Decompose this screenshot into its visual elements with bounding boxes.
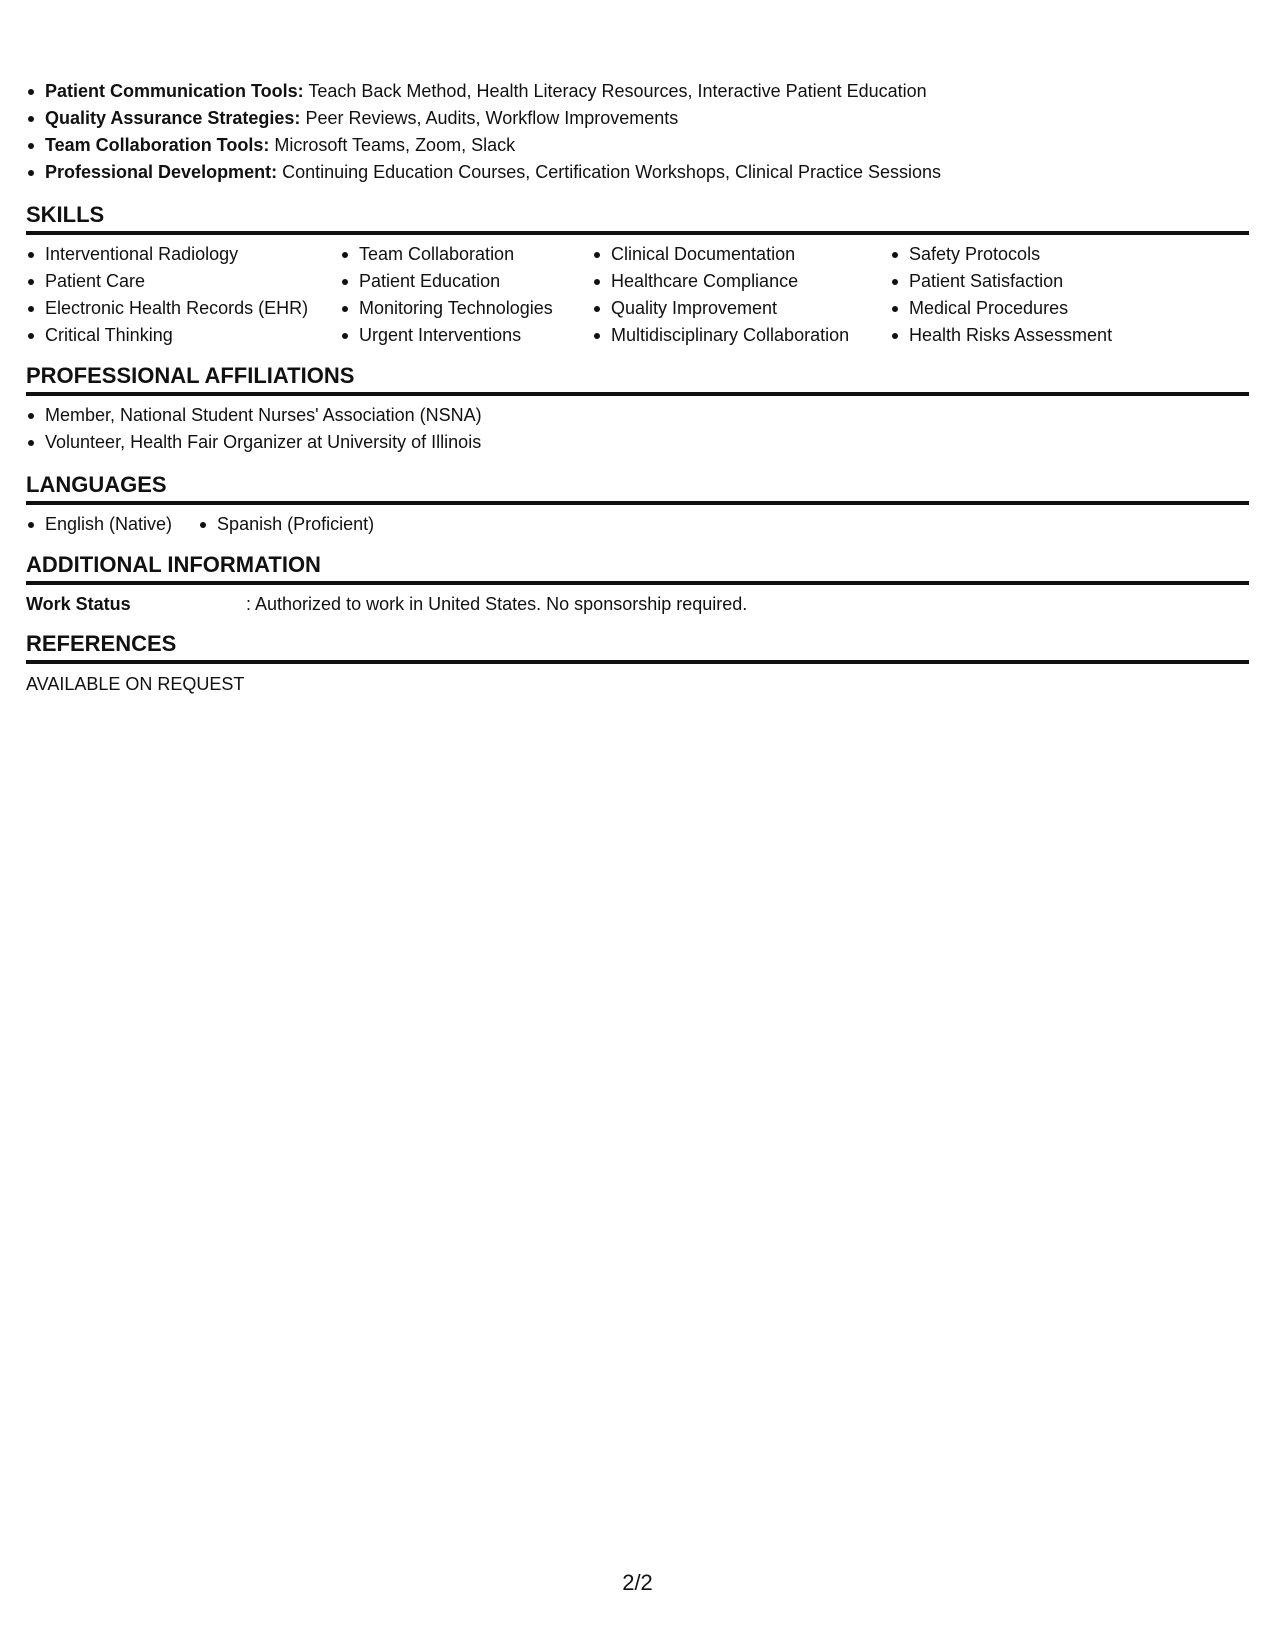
skill-item: Patient Satisfaction <box>890 268 1190 295</box>
skill-item: Monitoring Technologies <box>340 295 592 322</box>
work-status-row <box>26 591 1249 617</box>
page-number: 2/2 <box>622 1570 653 1595</box>
tools-item <box>26 159 1249 186</box>
skills-grid <box>26 241 1249 349</box>
affiliations-list <box>26 402 1249 456</box>
tools-item-value: Microsoft Teams, Zoom, Slack <box>274 135 516 155</box>
tools-item-label: Team Collaboration Tools: <box>45 135 270 155</box>
skill-item: Patient Care <box>26 268 340 295</box>
resume-page <box>26 78 1249 698</box>
language-item: Spanish (Proficient) <box>198 511 374 538</box>
skill-item: Multidisciplinary Collaboration <box>592 322 890 349</box>
language-item: English (Native) <box>26 511 172 538</box>
tools-item-label: Patient Communication Tools: <box>45 81 304 101</box>
skill-item: Team Collaboration <box>340 241 592 268</box>
tools-item-label: Quality Assurance Strategies: <box>45 108 301 128</box>
skill-item: Medical Procedures <box>890 295 1190 322</box>
affiliations-heading: PROFESSIONAL AFFILIATIONS <box>26 363 1249 396</box>
skill-item: Critical Thinking <box>26 322 340 349</box>
skill-item: Healthcare Compliance <box>592 268 890 295</box>
tools-item <box>26 132 1249 159</box>
skill-item: Electronic Health Records (EHR) <box>26 295 340 322</box>
tools-item <box>26 78 1249 105</box>
skills-column <box>26 241 340 349</box>
tools-item-value: Teach Back Method, Health Literacy Resources, Interactive Patient Education <box>308 81 927 101</box>
skills-column <box>890 241 1190 349</box>
skills-column <box>592 241 890 349</box>
skill-item: Safety Protocols <box>890 241 1190 268</box>
skill-item: Interventional Radiology <box>26 241 340 268</box>
tools-item-label: Professional Development: <box>45 162 278 182</box>
skill-item: Quality Improvement <box>592 295 890 322</box>
tools-item-value: Continuing Education Courses, Certification Workshops, Clinical Practice Sessions <box>282 162 942 182</box>
additional-info-heading: ADDITIONAL INFORMATION <box>26 552 1249 585</box>
work-status-value: : Authorized to work in United States. No sponsorship required. <box>246 594 748 614</box>
tools-item <box>26 105 1249 132</box>
skills-heading: SKILLS <box>26 202 1249 235</box>
skill-item: Clinical Documentation <box>592 241 890 268</box>
tools-item-value: Peer Reviews, Audits, Workflow Improvements <box>305 108 679 128</box>
work-status-label: Work Status <box>26 594 131 614</box>
tools-list <box>26 78 1249 186</box>
affiliation-item: Volunteer, Health Fair Organizer at University of Illinois <box>26 429 1249 456</box>
skill-item: Patient Education <box>340 268 592 295</box>
skill-item: Health Risks Assessment <box>890 322 1190 349</box>
references-heading: REFERENCES <box>26 631 1249 664</box>
skills-column <box>340 241 592 349</box>
references-text: AVAILABLE ON REQUEST <box>26 674 245 694</box>
languages-list <box>26 511 1249 538</box>
skill-item: Urgent Interventions <box>340 322 592 349</box>
languages-heading: LANGUAGES <box>26 472 1249 505</box>
affiliation-item: Member, National Student Nurses' Association (NSNA) <box>26 402 1249 429</box>
